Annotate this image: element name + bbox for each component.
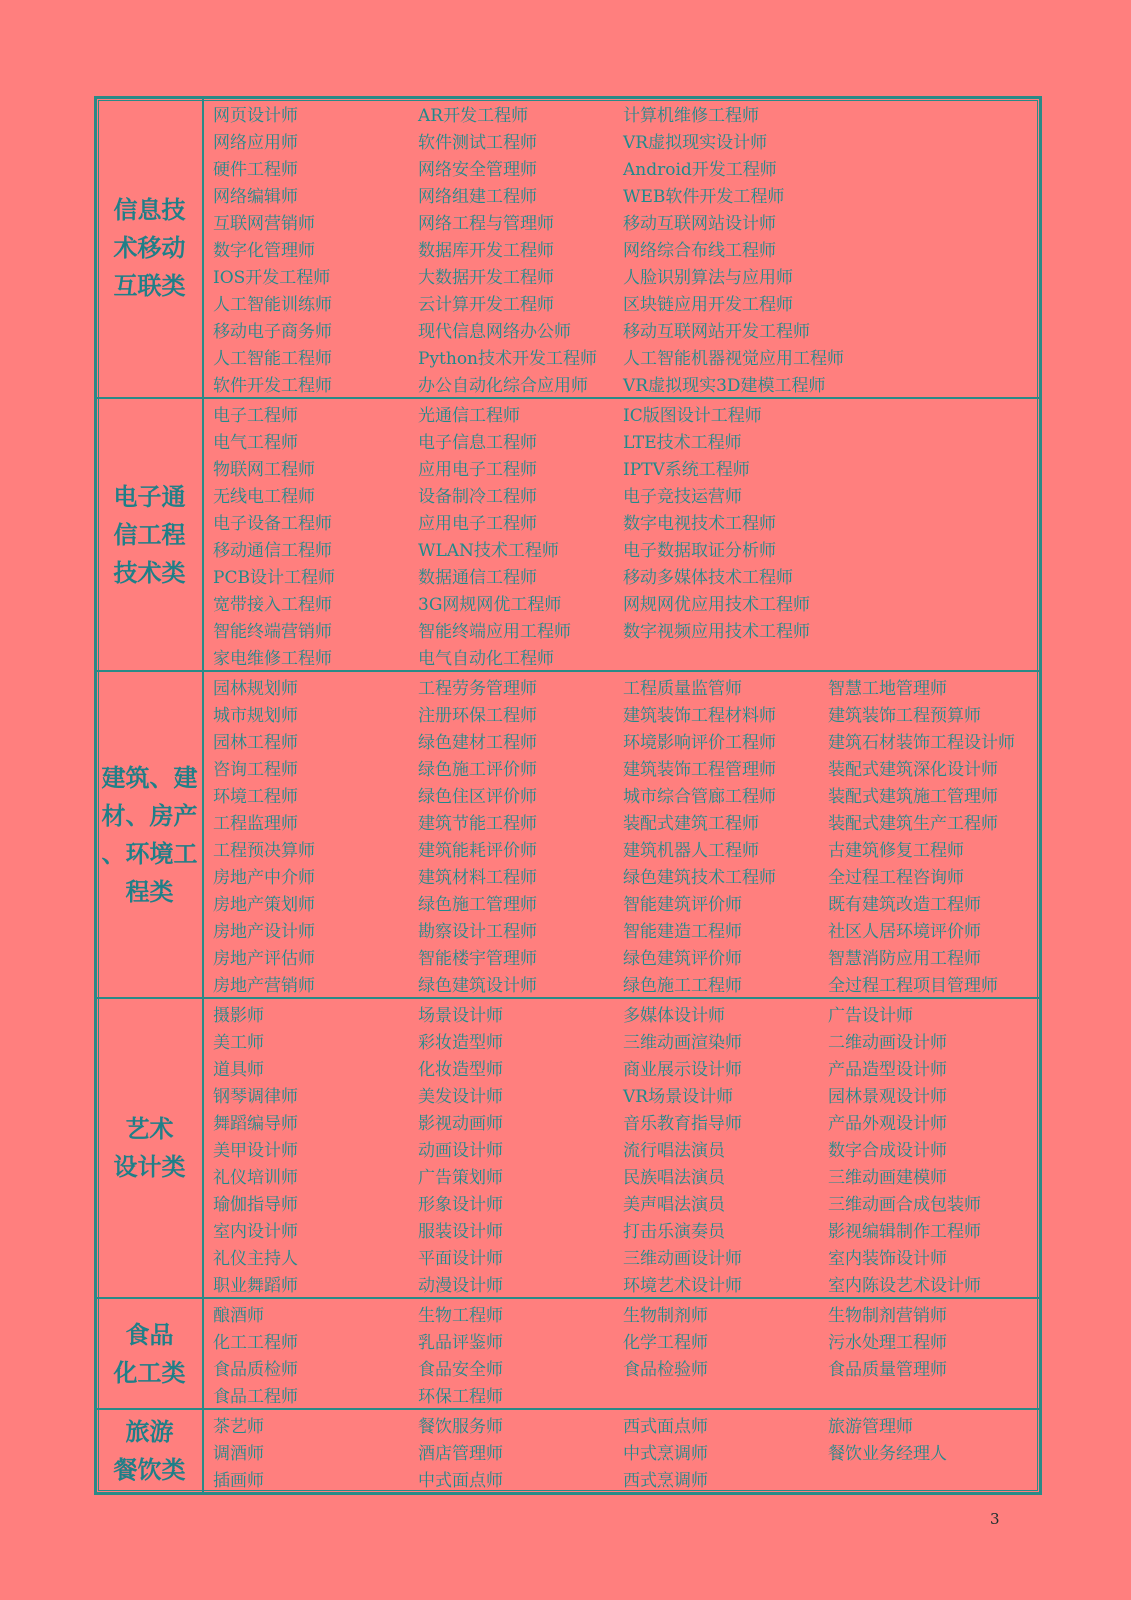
occupation-item: 广告策划师 xyxy=(418,1168,503,1188)
occupation-item: 光通信工程师 xyxy=(418,406,520,426)
occupation-item: 园林规划师 xyxy=(213,679,298,699)
occupation-item: 建筑装饰工程管理师 xyxy=(623,760,776,780)
occupation-row xyxy=(213,370,1039,397)
occupation-row xyxy=(213,1300,1039,1327)
occupation-row xyxy=(213,562,1039,589)
occupation-item: 城市规划师 xyxy=(213,706,298,726)
occupation-row xyxy=(213,1054,1039,1081)
occupation-row xyxy=(213,208,1039,235)
occupation-item: 房地产中介师 xyxy=(213,868,315,888)
occupation-row xyxy=(213,1327,1039,1354)
occupation-item: 打击乐演奏员 xyxy=(623,1222,725,1242)
occupation-row xyxy=(213,616,1039,643)
occupation-item: WLAN技术工程师 xyxy=(418,541,559,561)
occupation-item: 装配式建筑生产工程师 xyxy=(828,814,998,834)
occupation-item: 硬件工程师 xyxy=(213,160,298,180)
category-label: 食品 化工类 xyxy=(113,1319,186,1387)
occupation-row xyxy=(213,1354,1039,1381)
occupation-row xyxy=(213,1381,1039,1408)
occupation-item: PCB设计工程师 xyxy=(213,568,335,588)
occupation-item: 全过程工程项目管理师 xyxy=(828,976,998,996)
occupation-row xyxy=(213,1027,1039,1054)
occupation-list xyxy=(204,1299,1039,1408)
occupation-item: 网络工程与管理师 xyxy=(418,214,554,234)
occupation-row xyxy=(213,643,1039,670)
occupation-item: 城市综合管廊工程师 xyxy=(623,787,776,807)
occupation-item: 工程质量监管师 xyxy=(623,679,742,699)
occupation-item: 勘察设计工程师 xyxy=(418,922,537,942)
occupation-item: 社区人居环境评价师 xyxy=(828,922,981,942)
occupation-item: WEB软件开发工程师 xyxy=(623,187,785,207)
occupation-item: 建筑石材装饰工程设计师 xyxy=(828,733,1015,753)
occupation-item: 房地产设计师 xyxy=(213,922,315,942)
occupation-item: 电子信息工程师 xyxy=(418,433,537,453)
occupation-row xyxy=(213,970,1039,997)
occupation-item: 网络应用师 xyxy=(213,133,298,153)
occupation-row xyxy=(213,127,1039,154)
page-number: 3 xyxy=(990,1510,1000,1528)
occupation-item: 礼仪主持人 xyxy=(213,1249,298,1269)
occupation-item: 智能终端营销师 xyxy=(213,622,332,642)
occupation-item: Android开发工程师 xyxy=(623,160,777,180)
occupation-item: 影视编辑制作工程师 xyxy=(828,1222,981,1242)
occupation-list xyxy=(204,399,1039,670)
occupation-item: 人脸识别算法与应用师 xyxy=(623,268,793,288)
occupation-item: 酒店管理师 xyxy=(418,1444,503,1464)
occupation-row xyxy=(213,316,1039,343)
occupation-item: 生物工程师 xyxy=(418,1306,503,1326)
occupation-item: 食品检验师 xyxy=(623,1360,708,1380)
occupation-item: 美工师 xyxy=(213,1033,264,1053)
occupation-item: 移动电子商务师 xyxy=(213,322,332,342)
occupation-item: 既有建筑改造工程师 xyxy=(828,895,981,915)
occupation-row xyxy=(213,343,1039,370)
occupation-item: 网络安全管理师 xyxy=(418,160,537,180)
occupation-item: 现代信息网络办公师 xyxy=(418,322,571,342)
occupation-item: 美声唱法演员 xyxy=(623,1195,725,1215)
occupation-item: 动漫设计师 xyxy=(418,1276,503,1296)
occupation-item: 网络编辑师 xyxy=(213,187,298,207)
occupation-item: 工程劳务管理师 xyxy=(418,679,537,699)
occupation-item: 数字化管理师 xyxy=(213,241,315,261)
occupation-item: 产品造型设计师 xyxy=(828,1060,947,1080)
category-label: 旅游 餐饮类 xyxy=(113,1417,186,1484)
occupation-item: 产品外观设计师 xyxy=(828,1114,947,1134)
occupation-item: 应用电子工程师 xyxy=(418,514,537,534)
occupation-item: LTE技术工程师 xyxy=(623,433,742,453)
occupation-row xyxy=(213,289,1039,316)
occupation-item: 室内设计师 xyxy=(213,1222,298,1242)
occupation-row xyxy=(213,235,1039,262)
occupation-item: 宽带接入工程师 xyxy=(213,595,332,615)
occupation-row xyxy=(213,508,1039,535)
occupation-item: 智能终端应用工程师 xyxy=(418,622,571,642)
occupation-item: 房地产策划师 xyxy=(213,895,315,915)
occupation-row xyxy=(213,1135,1039,1162)
occupation-item: 建筑装饰工程材料师 xyxy=(623,706,776,726)
occupation-row xyxy=(213,1189,1039,1216)
occupation-item: 咨询工程师 xyxy=(213,760,298,780)
occupation-row xyxy=(213,400,1039,427)
occupation-item: 电子竞技运营师 xyxy=(623,487,742,507)
occupation-item: 3G网规网优工程师 xyxy=(418,595,562,615)
occupation-row xyxy=(213,862,1039,889)
occupation-item: 智慧工地管理师 xyxy=(828,679,947,699)
category-label-cell xyxy=(97,399,204,670)
occupation-item: 服装设计师 xyxy=(418,1222,503,1242)
category-label-cell xyxy=(97,99,204,397)
occupation-item: 移动互联网站开发工程师 xyxy=(623,322,810,342)
occupation-row xyxy=(213,943,1039,970)
category-label-cell xyxy=(97,672,204,997)
category-label-cell xyxy=(97,999,204,1297)
occupation-item: 民族唱法演员 xyxy=(623,1168,725,1188)
occupation-row xyxy=(213,916,1039,943)
occupation-list xyxy=(204,672,1039,997)
occupation-item: 房地产营销师 xyxy=(213,976,315,996)
occupation-item: 绿色建材工程师 xyxy=(418,733,537,753)
occupation-item: 大数据开发工程师 xyxy=(418,268,554,288)
occupation-item: 插画师 xyxy=(213,1471,264,1491)
occupation-item: 古建筑修复工程师 xyxy=(828,841,964,861)
occupation-item: 工程预决算师 xyxy=(213,841,315,861)
occupation-item: 绿色施工评价师 xyxy=(418,760,537,780)
occupation-item: 移动互联网站设计师 xyxy=(623,214,776,234)
occupation-item: 食品工程师 xyxy=(213,1387,298,1407)
occupation-item: 音乐教育指导师 xyxy=(623,1114,742,1134)
occupation-item: 中式面点师 xyxy=(418,1471,503,1491)
category-label: 艺术 设计类 xyxy=(113,1114,186,1181)
occupation-item: 室内装饰设计师 xyxy=(828,1249,947,1269)
occupation-item: 网页设计师 xyxy=(213,106,298,126)
category-section xyxy=(97,997,1039,1297)
occupation-row xyxy=(213,1438,1039,1465)
occupation-item: 电气工程师 xyxy=(213,433,298,453)
occupation-item: Python技术开发工程师 xyxy=(418,349,598,369)
occupation-item: 污水处理工程师 xyxy=(828,1333,947,1353)
occupation-item: 流行唱法演员 xyxy=(623,1141,725,1161)
occupation-item: 西式烹调师 xyxy=(623,1471,708,1491)
occupation-item: 中式烹调师 xyxy=(623,1444,708,1464)
occupation-item: 三维动画合成包装师 xyxy=(828,1195,981,1215)
occupation-row xyxy=(213,100,1039,127)
category-label: 建筑、建 材、房产 、环境工 程类 xyxy=(101,762,198,906)
occupation-item: 数据通信工程师 xyxy=(418,568,537,588)
occupation-item: 生物制剂师 xyxy=(623,1306,708,1326)
occupation-item: 软件开发工程师 xyxy=(213,376,332,396)
occupation-row xyxy=(213,1411,1039,1438)
occupation-row xyxy=(213,154,1039,181)
category-section xyxy=(97,397,1039,670)
occupation-item: 人工智能工程师 xyxy=(213,349,332,369)
occupation-row xyxy=(213,1108,1039,1135)
occupation-item: 物联网工程师 xyxy=(213,460,315,480)
occupation-item: 人工智能机器视觉应用工程师 xyxy=(623,349,844,369)
occupation-row xyxy=(213,481,1039,508)
occupation-item: 旅游管理师 xyxy=(828,1417,913,1437)
occupation-row xyxy=(213,1081,1039,1108)
occupation-item: 装配式建筑深化设计师 xyxy=(828,760,998,780)
occupation-item: IC版图设计工程师 xyxy=(623,406,762,426)
occupation-item: 设备制冷工程师 xyxy=(418,487,537,507)
occupation-row xyxy=(213,262,1039,289)
occupation-item: 绿色施工管理师 xyxy=(418,895,537,915)
occupation-item: 钢琴调律师 xyxy=(213,1087,298,1107)
occupation-row xyxy=(213,181,1039,208)
occupation-item: 绿色建筑评价师 xyxy=(623,949,742,969)
occupation-item: 道具师 xyxy=(213,1060,264,1080)
occupation-item: 餐饮服务师 xyxy=(418,1417,503,1437)
occupation-item: 西式面点师 xyxy=(623,1417,708,1437)
occupation-item: 绿色建筑技术工程师 xyxy=(623,868,776,888)
occupation-item: 网络综合布线工程师 xyxy=(623,241,776,261)
occupation-item: 数字视频应用技术工程师 xyxy=(623,622,810,642)
occupation-item: 应用电子工程师 xyxy=(418,460,537,480)
occupation-item: 环境影响评价工程师 xyxy=(623,733,776,753)
occupation-row xyxy=(213,808,1039,835)
occupation-item: 数字合成设计师 xyxy=(828,1141,947,1161)
occupation-item: 场景设计师 xyxy=(418,1006,503,1026)
occupation-item: 舞蹈编导师 xyxy=(213,1114,298,1134)
occupation-item: 食品质检师 xyxy=(213,1360,298,1380)
occupation-item: 注册环保工程师 xyxy=(418,706,537,726)
occupation-item: 园林工程师 xyxy=(213,733,298,753)
occupation-item: 茶艺师 xyxy=(213,1417,264,1437)
occupation-item: 建筑能耗评价师 xyxy=(418,841,537,861)
occupation-row xyxy=(213,1162,1039,1189)
occupation-table xyxy=(94,96,1042,1495)
occupation-item: 装配式建筑施工管理师 xyxy=(828,787,998,807)
occupation-item: 网络组建工程师 xyxy=(418,187,537,207)
occupation-list xyxy=(204,1410,1039,1492)
occupation-item: 区块链应用开发工程师 xyxy=(623,295,793,315)
occupation-item: 数字电视技术工程师 xyxy=(623,514,776,534)
occupation-item: 职业舞蹈师 xyxy=(213,1276,298,1296)
occupation-item: 智能建造工程师 xyxy=(623,922,742,942)
occupation-item: 电子数据取证分析师 xyxy=(623,541,776,561)
occupation-item: 建筑节能工程师 xyxy=(418,814,537,834)
occupation-item: 办公自动化综合应用师 xyxy=(418,376,588,396)
occupation-item: 影视动画师 xyxy=(418,1114,503,1134)
occupation-item: 餐饮业务经理人 xyxy=(828,1444,947,1464)
occupation-item: 建筑机器人工程师 xyxy=(623,841,759,861)
occupation-list xyxy=(204,99,1039,397)
occupation-item: 装配式建筑工程师 xyxy=(623,814,759,834)
occupation-item: 电子工程师 xyxy=(213,406,298,426)
occupation-row xyxy=(213,673,1039,700)
occupation-item: 瑜伽指导师 xyxy=(213,1195,298,1215)
occupation-row xyxy=(213,1216,1039,1243)
occupation-item: 智能建筑评价师 xyxy=(623,895,742,915)
category-label: 信息技 术移动 互联类 xyxy=(113,195,186,300)
occupation-item: 三维动画渲染师 xyxy=(623,1033,742,1053)
occupation-item: 无线电工程师 xyxy=(213,487,315,507)
occupation-row xyxy=(213,535,1039,562)
occupation-list xyxy=(204,999,1039,1297)
category-label-cell xyxy=(97,1410,204,1492)
occupation-item: 环保工程师 xyxy=(418,1387,503,1407)
occupation-item: 食品质量管理师 xyxy=(828,1360,947,1380)
occupation-item: 房地产评估师 xyxy=(213,949,315,969)
occupation-item: 软件测试工程师 xyxy=(418,133,537,153)
occupation-item: 动画设计师 xyxy=(418,1141,503,1161)
occupation-row xyxy=(213,1000,1039,1027)
occupation-item: 移动通信工程师 xyxy=(213,541,332,561)
occupation-item: 二维动画设计师 xyxy=(828,1033,947,1053)
occupation-item: 工程监理师 xyxy=(213,814,298,834)
occupation-item: 绿色施工工程师 xyxy=(623,976,742,996)
occupation-item: 摄影师 xyxy=(213,1006,264,1026)
occupation-item: 商业展示设计师 xyxy=(623,1060,742,1080)
category-label-cell xyxy=(97,1299,204,1408)
occupation-item: 建筑装饰工程预算师 xyxy=(828,706,981,726)
occupation-row xyxy=(213,889,1039,916)
occupation-row xyxy=(213,835,1039,862)
occupation-item: 环境工程师 xyxy=(213,787,298,807)
occupation-item: 化妆造型师 xyxy=(418,1060,503,1080)
occupation-row xyxy=(213,427,1039,454)
occupation-item: 电子设备工程师 xyxy=(213,514,332,534)
occupation-item: 三维动画设计师 xyxy=(623,1249,742,1269)
occupation-row xyxy=(213,454,1039,481)
occupation-item: IPTV系统工程师 xyxy=(623,460,750,480)
occupation-item: 美发设计师 xyxy=(418,1087,503,1107)
occupation-row xyxy=(213,1465,1039,1492)
occupation-item: IOS开发工程师 xyxy=(213,268,331,288)
occupation-item: 美甲设计师 xyxy=(213,1141,298,1161)
occupation-row xyxy=(213,754,1039,781)
occupation-item: 人工智能训练师 xyxy=(213,295,332,315)
category-label: 电子通 信工程 技术类 xyxy=(113,481,186,587)
category-section xyxy=(97,1408,1039,1492)
occupation-row xyxy=(213,700,1039,727)
occupation-item: 酿酒师 xyxy=(213,1306,264,1326)
occupation-row xyxy=(213,1270,1039,1297)
occupation-item: 环境艺术设计师 xyxy=(623,1276,742,1296)
occupation-item: 全过程工程咨询师 xyxy=(828,868,964,888)
occupation-row xyxy=(213,781,1039,808)
occupation-row xyxy=(213,589,1039,616)
occupation-item: 平面设计师 xyxy=(418,1249,503,1269)
occupation-item: 网规网优应用技术工程师 xyxy=(623,595,810,615)
occupation-item: 三维动画建模师 xyxy=(828,1168,947,1188)
occupation-item: 建筑材料工程师 xyxy=(418,868,537,888)
occupation-item: 食品安全师 xyxy=(418,1360,503,1380)
occupation-item: 智慧消防应用工程师 xyxy=(828,949,981,969)
occupation-item: 调酒师 xyxy=(213,1444,264,1464)
occupation-item: 云计算开发工程师 xyxy=(418,295,554,315)
occupation-item: 形象设计师 xyxy=(418,1195,503,1215)
occupation-item: 智能楼宇管理师 xyxy=(418,949,537,969)
occupation-item: 广告设计师 xyxy=(828,1006,913,1026)
occupation-item: 园林景观设计师 xyxy=(828,1087,947,1107)
occupation-item: AR开发工程师 xyxy=(418,106,529,126)
occupation-item: 生物制剂营销师 xyxy=(828,1306,947,1326)
occupation-item: VR虚拟现实设计师 xyxy=(623,133,768,153)
category-section xyxy=(97,1297,1039,1408)
occupation-item: VR场景设计师 xyxy=(623,1087,734,1107)
occupation-item: 乳品评鉴师 xyxy=(418,1333,503,1353)
occupation-item: 移动多媒体技术工程师 xyxy=(623,568,793,588)
occupation-item: 礼仪培训师 xyxy=(213,1168,298,1188)
occupation-item: 家电维修工程师 xyxy=(213,649,332,669)
occupation-item: 多媒体设计师 xyxy=(623,1006,725,1026)
category-section xyxy=(97,99,1039,397)
occupation-item: VR虚拟现实3D建模工程师 xyxy=(623,376,826,396)
occupation-item: 绿色住区评价师 xyxy=(418,787,537,807)
occupation-item: 室内陈设艺术设计师 xyxy=(828,1276,981,1296)
occupation-row xyxy=(213,727,1039,754)
occupation-item: 互联网营销师 xyxy=(213,214,315,234)
occupation-item: 绿色建筑设计师 xyxy=(418,976,537,996)
occupation-item: 数据库开发工程师 xyxy=(418,241,554,261)
occupation-item: 化学工程师 xyxy=(623,1333,708,1353)
occupation-item: 电气自动化工程师 xyxy=(418,649,554,669)
occupation-item: 化工工程师 xyxy=(213,1333,298,1353)
occupation-item: 计算机维修工程师 xyxy=(623,106,759,126)
occupation-row xyxy=(213,1243,1039,1270)
category-section xyxy=(97,670,1039,997)
occupation-item: 彩妆造型师 xyxy=(418,1033,503,1053)
